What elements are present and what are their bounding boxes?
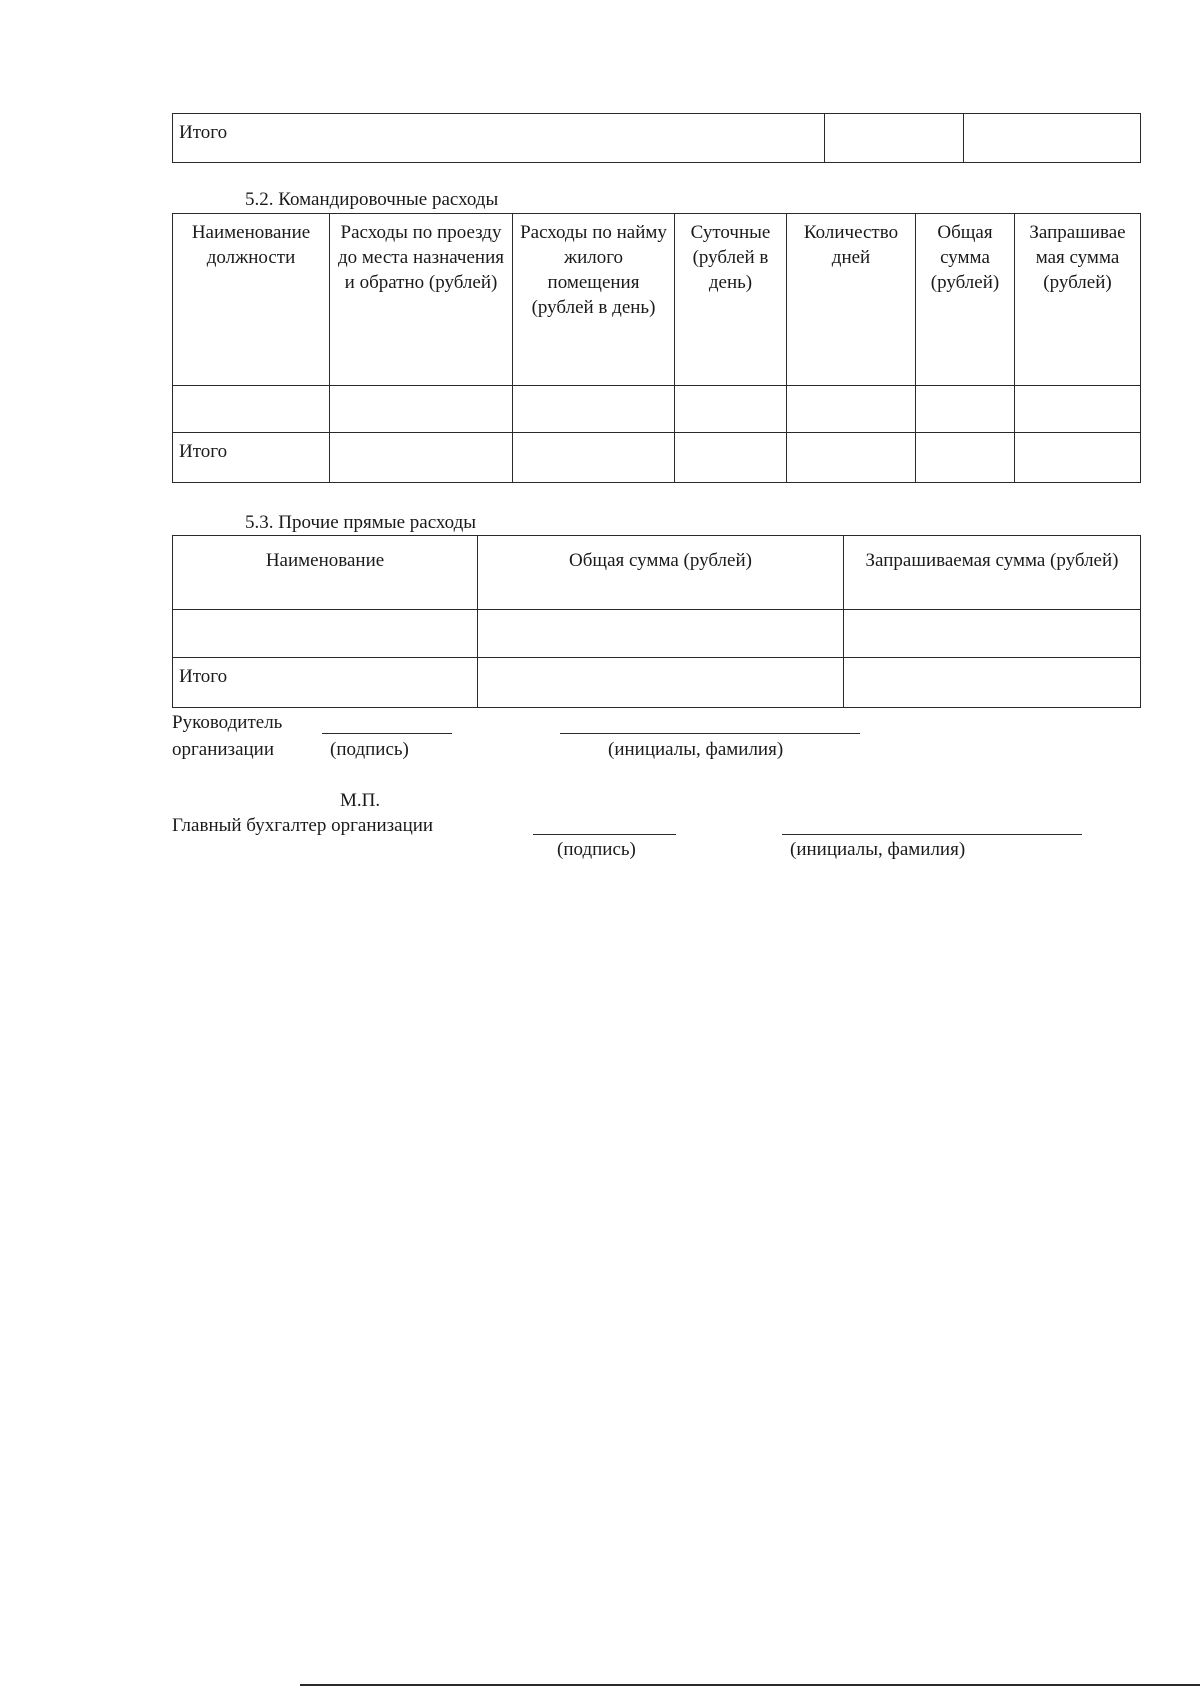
header-name: Наименование xyxy=(173,536,478,610)
total-cell[interactable] xyxy=(330,433,513,483)
table-cell[interactable] xyxy=(513,386,675,433)
stamp-label: М.П. xyxy=(340,790,381,811)
total-cell[interactable] xyxy=(916,433,1015,483)
table-cell[interactable] xyxy=(916,386,1015,433)
table-cell[interactable] xyxy=(478,610,844,658)
accountant-signature-caption: (подпись) xyxy=(557,839,636,860)
table-cell[interactable] xyxy=(787,386,916,433)
header-requested-sum: Запрашивае мая сумма (рублей) xyxy=(1015,214,1141,386)
table-cell[interactable] xyxy=(844,610,1141,658)
table-header-row xyxy=(173,536,1141,610)
accountant-label: Главный бухгалтер организации xyxy=(172,815,434,836)
header-daily-allowance: Суточные (рублей в день) xyxy=(675,214,787,386)
section-title-5-3: 5.3. Прочие прямые расходы xyxy=(245,512,477,533)
total-cell[interactable] xyxy=(787,433,916,483)
total-cell[interactable] xyxy=(478,658,844,708)
total-cell[interactable] xyxy=(513,433,675,483)
total-label: Итого xyxy=(173,433,330,483)
table-cell[interactable] xyxy=(1015,386,1141,433)
head-name-line[interactable] xyxy=(560,733,860,734)
accountant-name-caption: (инициалы, фамилия) xyxy=(790,839,966,860)
head-signature-caption: (подпись) xyxy=(330,739,409,760)
head-title-line2: организации xyxy=(172,739,275,760)
footer-rule xyxy=(300,1684,1200,1686)
head-name-caption: (инициалы, фамилия) xyxy=(608,739,784,760)
table-row xyxy=(173,386,1141,433)
head-title-line1: Руководитель xyxy=(172,712,283,733)
table-row xyxy=(173,114,1141,163)
total-label: Итого xyxy=(173,114,825,163)
header-total-sum: Общая сумма (рублей) xyxy=(916,214,1015,386)
total-cell[interactable] xyxy=(825,114,964,163)
total-cell[interactable] xyxy=(844,658,1141,708)
table-row xyxy=(173,433,1141,483)
table-cell[interactable] xyxy=(675,386,787,433)
table-cell[interactable] xyxy=(173,386,330,433)
accountant-signature-line[interactable] xyxy=(533,834,676,835)
header-travel-cost: Расходы по проезду до места назначения и обратно (рублей) xyxy=(330,214,513,386)
travel-expenses-table xyxy=(172,213,1141,483)
table-cell[interactable] xyxy=(330,386,513,433)
header-position-name: Наименование должности xyxy=(173,214,330,386)
accountant-name-line[interactable] xyxy=(782,834,1082,835)
total-cell[interactable] xyxy=(1015,433,1141,483)
total-cell[interactable] xyxy=(675,433,787,483)
total-cell[interactable] xyxy=(964,114,1141,163)
header-days-count: Количество дней xyxy=(787,214,916,386)
table-row xyxy=(173,610,1141,658)
section-title-5-2: 5.2. Командировочные расходы xyxy=(245,189,499,210)
header-requested-sum: Запрашиваемая сумма (рублей) xyxy=(844,536,1141,610)
table-header-row xyxy=(173,214,1141,386)
top-total-table xyxy=(172,113,1141,163)
header-accommodation-cost: Расходы по найму жилого помещения (рублей в день) xyxy=(513,214,675,386)
header-total-sum: Общая сумма (рублей) xyxy=(478,536,844,610)
table-row xyxy=(173,658,1141,708)
head-signature-line[interactable] xyxy=(322,733,452,734)
other-expenses-table xyxy=(172,535,1141,708)
total-label: Итого xyxy=(173,658,478,708)
table-cell[interactable] xyxy=(173,610,478,658)
